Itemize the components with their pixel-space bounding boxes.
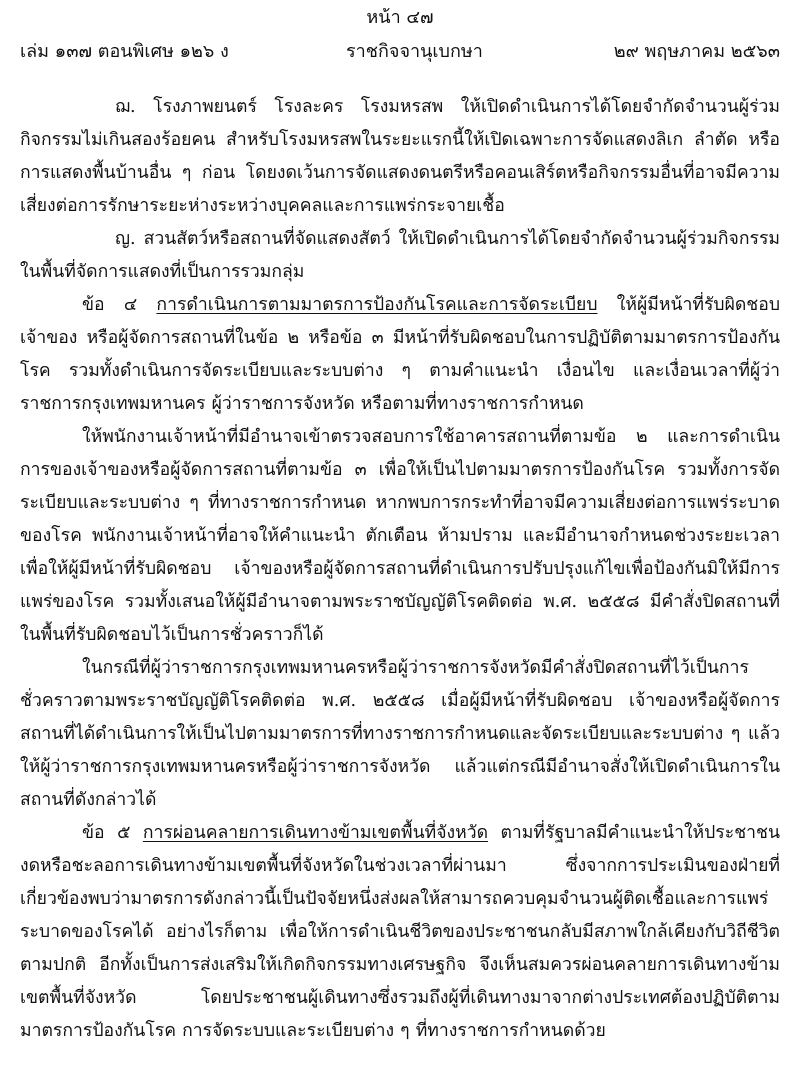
paragraph-text: ตามที่รัฐบาลมีคำแนะนำให้ประชาชนงดหรือชะลอการเดินทางข้ามเขตพื้นที่จังหวัดในช่วงเวลาที่ผ่านมา ซึ่งจากการประเมินของฝ่ายที่เกี่ยวข้องพบว่ามาตรการดังกล่าวนี้เป็นปัจจัยหนึ่งส่งผลให้สามารถควบคุมจำนวนผู้ติดเชื้อและการแพร่ระบาดของโรคได้ อย่างไรก็ตาม เพื่อให้การดำเนินชีวิตของประชาชนกลับมีสภาพใกล้เคียงกับวิถีชีวิตตามปกติ อีกทั้งเป็นการส่งเสริมให้เกิดกิจกรรมทางเศรษฐกิจ จึงเห็นสมควรผ่อนคลายการเดินทางข้ามเขตพื้นที่จังหวัด โดยประชาชนผู้เดินทางซึ่งรวมถึงผู้ที่เดินทางมาจากต่างประเทศต้องปฏิบัติตามมาตรการป้องกันโรค การจัดระบบและระเบียบต่าง ๆ ที่ทางราชการกำหนดด้วย: [20, 823, 780, 1041]
article-number: ข้อ ๔: [82, 295, 157, 315]
gazette-title: ราชกิจจานุเบกษา: [346, 41, 483, 62]
paragraph-text: ในกรณีที่ผู้ว่าราชการกรุงเทพมหานครหรือผู้ว่าราชการจังหวัดมีคำสั่งปิดสถานที่ไว้เป็นการชั่วคราวตามพระราชบัญญัติโรคติดต่อ พ.ศ. ๒๕๕๘ เมื่อผู้มีหน้าที่รับผิดชอบ เจ้าของหรือผู้จัดการสถานที่ได้ดำเนินการให้เป็นไปตามมาตรการที่ทางราชการกำหนดและจัดระเบียบและระบบต่าง ๆ แล้ว ให้ผู้ว่าราชการกรุงเทพมหานครหรือผู้ว่าราชการจังหวัด แล้วแต่กรณีมีอำนาจสั่งให้เปิดดำเนินการในสถานที่ดังกล่าวได้: [20, 658, 780, 810]
document-body: [20, 91, 780, 1048]
paragraph-text: ฌ. โรงภาพยนตร์ โรงละคร โรงมหรสพ ให้เปิดดำเนินการได้โดยจำกัดจำนวนผู้ร่วมกิจกรรมไม่เกินสองร้อยคน สำหรับโรงมหรสพในระยะแรกนี้ให้เปิดเฉพาะการจัดแสดงลิเก ลำตัด หรือการแสดงพื้นบ้านอื่น ๆ ก่อน โดยงดเว้นการจัดแสดงดนตรีหรือคอนเสิร์ตหรือกิจกรรมอื่นที่อาจมีความเสี่ยงต่อการรักษาระยะห่างระหว่างบุคคลและการแพร่กระจายเชื้อ: [20, 97, 780, 216]
closure-order-paragraph: [20, 652, 780, 817]
page-number: หน้า ๔๗: [366, 7, 434, 28]
clause-cinema-paragraph: [20, 91, 780, 223]
article-heading: การดำเนินการตามมาตรการป้องกันโรคและการจัดระเบียบ: [156, 295, 598, 315]
inspection-paragraph: [20, 421, 780, 652]
gazette-book-issue: เล่ม ๑๓๗ ตอนพิเศษ ๑๒๖ ง: [20, 41, 229, 62]
clause-zoo-paragraph: [20, 223, 780, 289]
article-heading: การผ่อนคลายการเดินทางข้ามเขตพื้นที่จังหวัด: [142, 823, 489, 843]
article-number: ข้อ ๕: [82, 823, 143, 843]
gazette-header: [20, 38, 780, 66]
gazette-date: ๒๙ พฤษภาคม ๒๕๖๓: [613, 41, 780, 62]
article-4-paragraph: [20, 289, 780, 421]
paragraph-text: ญ. สวนสัตว์หรือสถานที่จัดแสดงสัตว์ ให้เปิดดำเนินการได้โดยจำกัดจำนวนผู้ร่วมกิจกรรมในพื้นที่จัดการแสดงที่เป็นการรวมกลุ่ม: [20, 229, 780, 282]
paragraph-text: ให้พนักงานเจ้าหน้าที่มีอำนาจเข้าตรวจสอบการใช้อาคารสถานที่ตามข้อ ๒ และการดำเนินการของเจ้าของหรือผู้จัดการสถานที่ตามข้อ ๓ เพื่อให้เป็นไปตามมาตรการป้องกันโรค รวมทั้งการจัดระเบียบและระบบต่าง ๆ ที่ทางราชการกำหนด หากพบการกระทำที่อาจมีความเสี่ยงต่อการแพร่ระบาดของโรค พนักงานเจ้าหน้าที่อาจให้คำแนะนำ ตักเตือน ห้ามปราม และมีอำนาจกำหนดช่วงระยะเวลาเพื่อให้ผู้มีหน้าที่รับผิดชอบ เจ้าของหรือผู้จัดการสถานที่ดำเนินการปรับปรุงแก้ไขเพื่อป้องกันมิให้มีการแพร่ของโรค รวมทั้งเสนอให้ผู้มีอำนาจตามพระราชบัญญัติโรคติดต่อ พ.ศ. ๒๕๕๘ มีคำสั่งปิดสถานที่ในพื้นที่รับผิดชอบไว้เป็นการชั่วคราวก็ได้: [20, 427, 780, 645]
article-5-paragraph: [20, 817, 780, 1048]
paragraph-text: ให้ผู้มีหน้าที่รับผิดชอบ เจ้าของ หรือผู้จัดการสถานที่ในข้อ ๒ หรือข้อ ๓ มีหน้าที่รับผิดชอบในการปฏิบัติตามมาตรการป้องกันโรค รวมทั้งดำเนินการจัดระเบียบและระบบต่าง ๆ ตามคำแนะนำ เงื่อนไข และเงื่อนเวลาที่ผู้ว่าราชการกรุงเทพมหานคร ผู้ว่าราชการจังหวัด หรือตามที่ทางราชการกำหนด: [20, 295, 780, 414]
